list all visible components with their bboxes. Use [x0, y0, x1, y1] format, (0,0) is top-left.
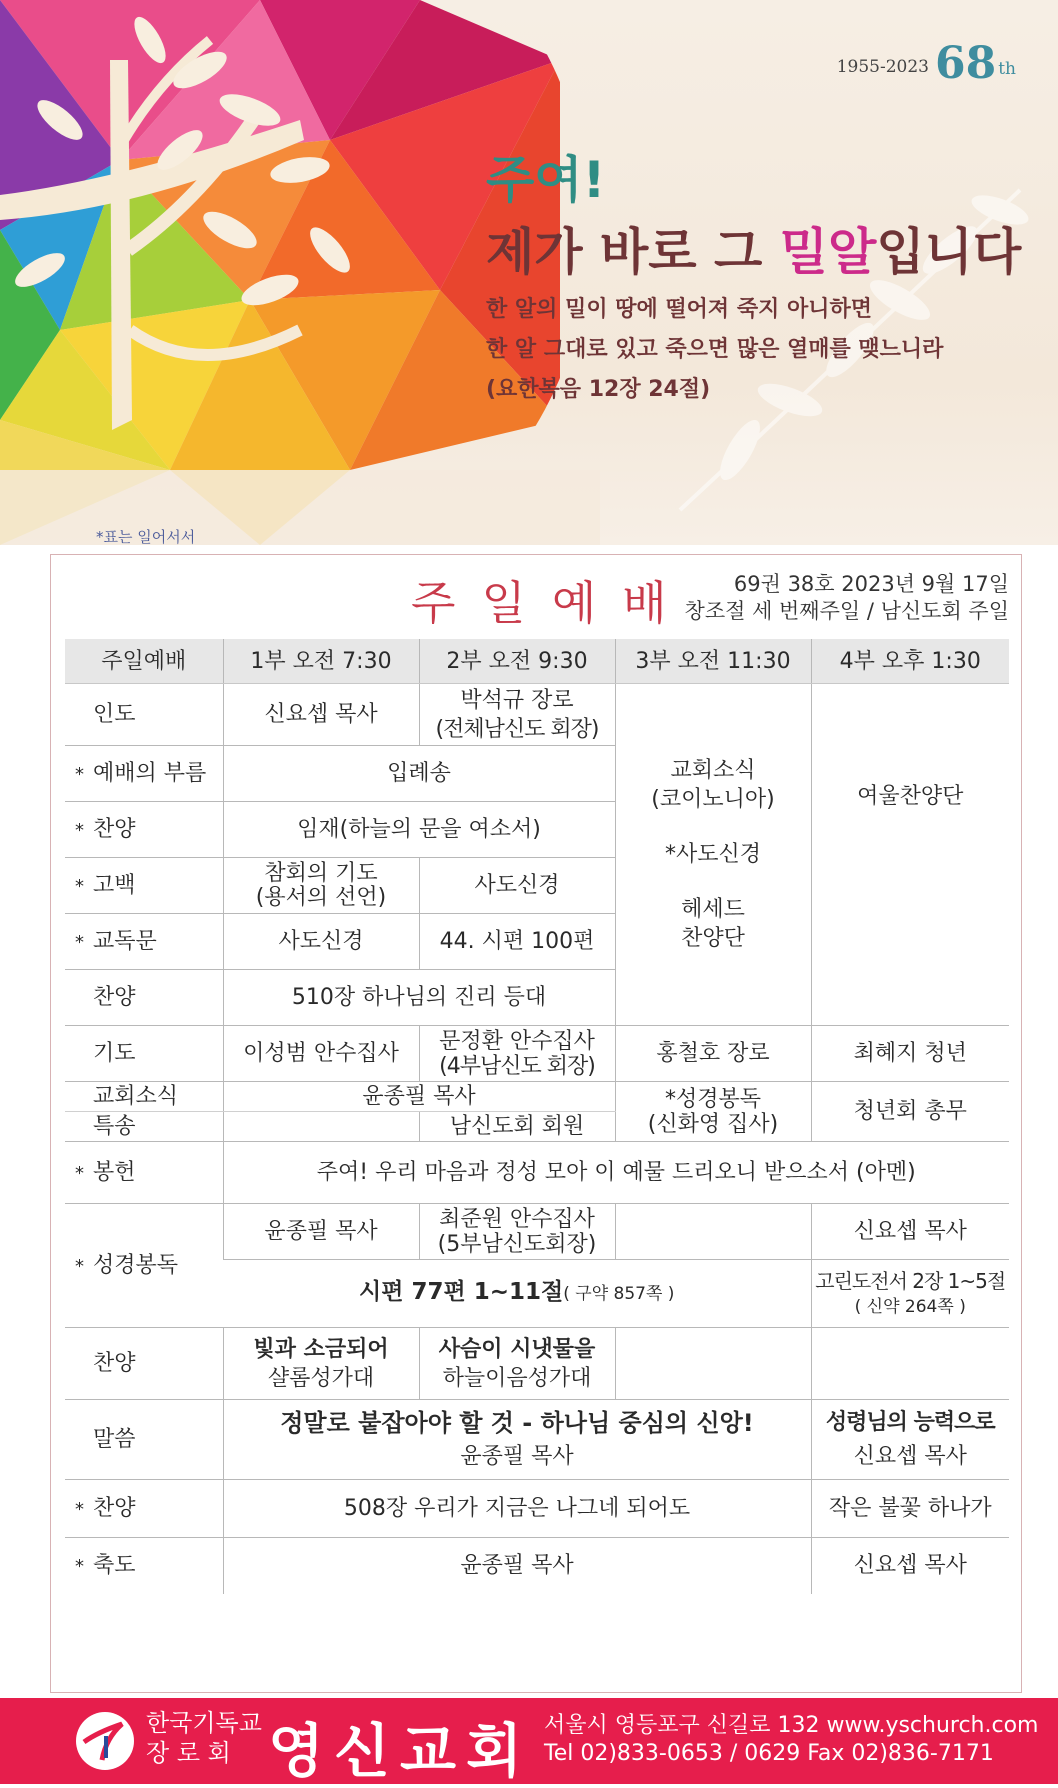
cell-line: (5부남신도회장) [437, 1231, 597, 1257]
standing-star: * [75, 763, 84, 785]
worship-order-table [65, 639, 1009, 1594]
church-name: 영신교회 [268, 1717, 533, 1785]
standing-star: * [75, 931, 84, 953]
table-cell [615, 1204, 811, 1260]
row-label-text: 예배의 부름 [93, 760, 207, 786]
cell-line: 샬롬성가대 [267, 1365, 375, 1391]
headline-2 [486, 212, 1021, 284]
table-header-row [65, 639, 1009, 684]
table-cell: 윤종필 목사 [223, 1538, 811, 1594]
table-row [65, 1204, 1009, 1260]
cell-line: 최준원 안수집사 [439, 1206, 595, 1232]
table-cell: 윤종필 목사 [223, 1204, 419, 1260]
row-label-text: 봉헌 [93, 1159, 136, 1185]
table-cell: 신요셉 목사 [811, 1204, 1009, 1260]
cell-line: ( 신약 264쪽 ) [854, 1296, 966, 1317]
header-cell: 3부 오전 11:30 [615, 639, 811, 684]
sermon-cell-4 [811, 1400, 1009, 1480]
table-cell [419, 684, 615, 746]
contact-info [544, 1712, 1038, 1768]
banner [0, 0, 1058, 545]
denomination-line-2: 장 로 회 [146, 1739, 231, 1767]
standing-star: * [75, 1498, 84, 1520]
standing-star: * [75, 819, 84, 841]
cell-line: 고린도전서 2장 1~5절 [815, 1268, 1006, 1293]
standing-star: * [75, 1255, 84, 1277]
standing-star: * [75, 1555, 84, 1577]
row-label-text: 성경봉독 [93, 1252, 179, 1278]
table-cell: 신요셉 목사 [223, 684, 419, 746]
anniversary-badge [837, 38, 1016, 89]
table-row [65, 1082, 1009, 1112]
headline-1: 주여! [486, 151, 606, 209]
table-row [65, 1400, 1009, 1480]
table-row [65, 1026, 1009, 1082]
worship-title: 주일예배 [411, 576, 693, 630]
cell-line: (용서의 선언) [255, 884, 387, 910]
header-cell: 주일예배 [65, 639, 223, 684]
row-label-text: 찬양 [93, 1495, 136, 1521]
table-cell: 윤종필 목사 [223, 1082, 615, 1112]
row-label [65, 1538, 223, 1594]
table-cell: 사도신경 [419, 858, 615, 914]
cell-line: 참회의 기도 [264, 860, 378, 886]
issue-line-2: 창조절 세 번째주일 / 남신도회 주일 [684, 599, 1009, 623]
sermon-title: 성령님의 능력으로 [825, 1409, 995, 1435]
cell-line: 문정환 안수집사 [439, 1028, 595, 1054]
worship-order-box [50, 554, 1022, 1693]
scripture-main: 시편 77편 1~11절 [359, 1279, 564, 1305]
table-cell [419, 1204, 615, 1260]
headline-2-highlight: 밀알 [779, 223, 877, 281]
cell-line: *사도신경 [664, 842, 761, 867]
sermon-preacher: 윤종필 목사 [460, 1443, 574, 1469]
standing-star: * [75, 1162, 84, 1184]
sermon-title: 정말로 붙잡아야 할 것 - 하나님 중심의 신앙! [280, 1408, 754, 1437]
table-cell [223, 858, 419, 914]
table-row [65, 1142, 1009, 1204]
cell-line: 박석규 장로 [460, 687, 574, 713]
table-cell: 사도신경 [223, 914, 419, 970]
table-cell: 입례송 [223, 746, 615, 802]
scripture-cell-4 [811, 1260, 1009, 1328]
row-label: 기도 [65, 1026, 223, 1082]
table-cell: 홍철호 장로 [615, 1026, 811, 1082]
row-label-text: 축도 [93, 1552, 136, 1578]
sermon-preacher: 신요셉 목사 [853, 1443, 967, 1469]
row-label-text: 찬양 [93, 816, 136, 842]
sermon-cell [223, 1400, 811, 1480]
standing-note: *표는 일어서서 [96, 528, 196, 545]
table-cell: 작은 불꽃 하나가 [811, 1480, 1009, 1538]
anniversary-suffix: th [998, 59, 1016, 79]
headline-2-post: 입니다 [876, 223, 1022, 281]
anniversary-number: 68 [934, 38, 997, 89]
row-label: 특송 [65, 1112, 223, 1142]
header-cell: 2부 오전 9:30 [419, 639, 615, 684]
cell-line: 교회소식 [670, 758, 756, 783]
table-row [65, 1328, 1009, 1400]
row-label-text: 교독문 [93, 928, 157, 954]
cell-line: (코이노니아) [651, 787, 775, 812]
table-row [65, 1480, 1009, 1538]
table-cell: 이성범 안수집사 [223, 1026, 419, 1082]
row-label: 말씀 [65, 1400, 223, 1480]
row-label: 찬양 [65, 970, 223, 1026]
year-range: 1955-2023 [836, 57, 929, 77]
issue-line-1: 69권 38호 2023년 9월 17일 [733, 572, 1009, 596]
row-label: 찬양 [65, 1328, 223, 1400]
row-label: 인도 [65, 684, 223, 746]
table-cell [615, 1328, 811, 1400]
headline-2-pre: 제가 바로 그 [486, 223, 780, 281]
col4-combined-cell: 여울찬양단 [811, 684, 1009, 1026]
table-row [65, 684, 1009, 746]
table-cell: 남신도회 회원 [419, 1112, 615, 1142]
row-label [65, 914, 223, 970]
cell-line: *성경봉독 [664, 1086, 761, 1112]
row-label [65, 1142, 223, 1204]
cell-line: 찬양단 [681, 926, 745, 951]
cell-line: 빛과 소금되어 [253, 1336, 389, 1362]
table-cell: 최혜지 청년 [811, 1026, 1009, 1082]
row-label [65, 1480, 223, 1538]
table-cell: 508장 우리가 지금은 나그네 되어도 [223, 1480, 811, 1538]
table-cell [615, 1082, 811, 1142]
table-row [65, 1538, 1009, 1594]
cell-line: (4부남신도 회장) [439, 1053, 595, 1079]
table-cell: 임재(하늘의 문을 여소서) [223, 802, 615, 858]
col3-combined-cell [615, 684, 811, 1026]
row-label [65, 858, 223, 914]
table-cell: 청년회 총무 [811, 1082, 1009, 1142]
header-cell: 1부 오전 7:30 [223, 639, 419, 684]
verse-reference: (요한복음 12장 24절) [486, 377, 711, 402]
table-cell [223, 1112, 419, 1142]
phone-fax: Tel 02)833-0653 / 0629 Fax 02)836-7171 [544, 1741, 994, 1766]
table-cell: 44. 시편 100편 [419, 914, 615, 970]
row-label [65, 746, 223, 802]
row-label-text: 고백 [93, 872, 136, 898]
address: 서울시 영등포구 신길로 132 www.yschurch.com [544, 1713, 1039, 1738]
denomination [146, 1708, 262, 1768]
scripture-page: ( 구약 857쪽 ) [563, 1284, 675, 1304]
row-label: 교회소식 [65, 1082, 223, 1112]
scripture-cell [223, 1260, 811, 1328]
cell-line: 헤세드 [681, 897, 745, 922]
header-cell: 4부 오후 1:30 [811, 639, 1009, 684]
verse-line-2: 한 알 그대로 있고 죽으면 많은 열매를 맺느니라 [486, 337, 944, 362]
denomination-line-1: 한국기독교 [146, 1709, 262, 1737]
table-cell [223, 1328, 419, 1400]
row-label [65, 802, 223, 858]
standing-star: * [75, 875, 84, 897]
table-cell: 510장 하나님의 진리 등대 [223, 970, 615, 1026]
table-cell [811, 1328, 1009, 1400]
cell-line: 하늘이음성가대 [442, 1365, 592, 1391]
cell-line: (전체남신도 회장) [435, 716, 599, 742]
cell-line: (신화영 집사) [647, 1111, 779, 1137]
footer [0, 1698, 1058, 1784]
row-label [65, 1204, 223, 1328]
cell-line: 사슴이 시냇물을 [438, 1336, 596, 1362]
table-cell: 신요셉 목사 [811, 1538, 1009, 1594]
issue-info [685, 571, 1009, 625]
church-logo-icon [76, 1712, 134, 1770]
verse-line-1: 한 알의 밀이 땅에 떨어져 죽지 아니하면 [486, 297, 872, 322]
table-cell: 주여! 우리 마음과 정성 모아 이 예물 드리오니 받으소서 (아멘) [223, 1142, 1009, 1204]
table-cell [419, 1328, 615, 1400]
table-cell [419, 1026, 615, 1082]
